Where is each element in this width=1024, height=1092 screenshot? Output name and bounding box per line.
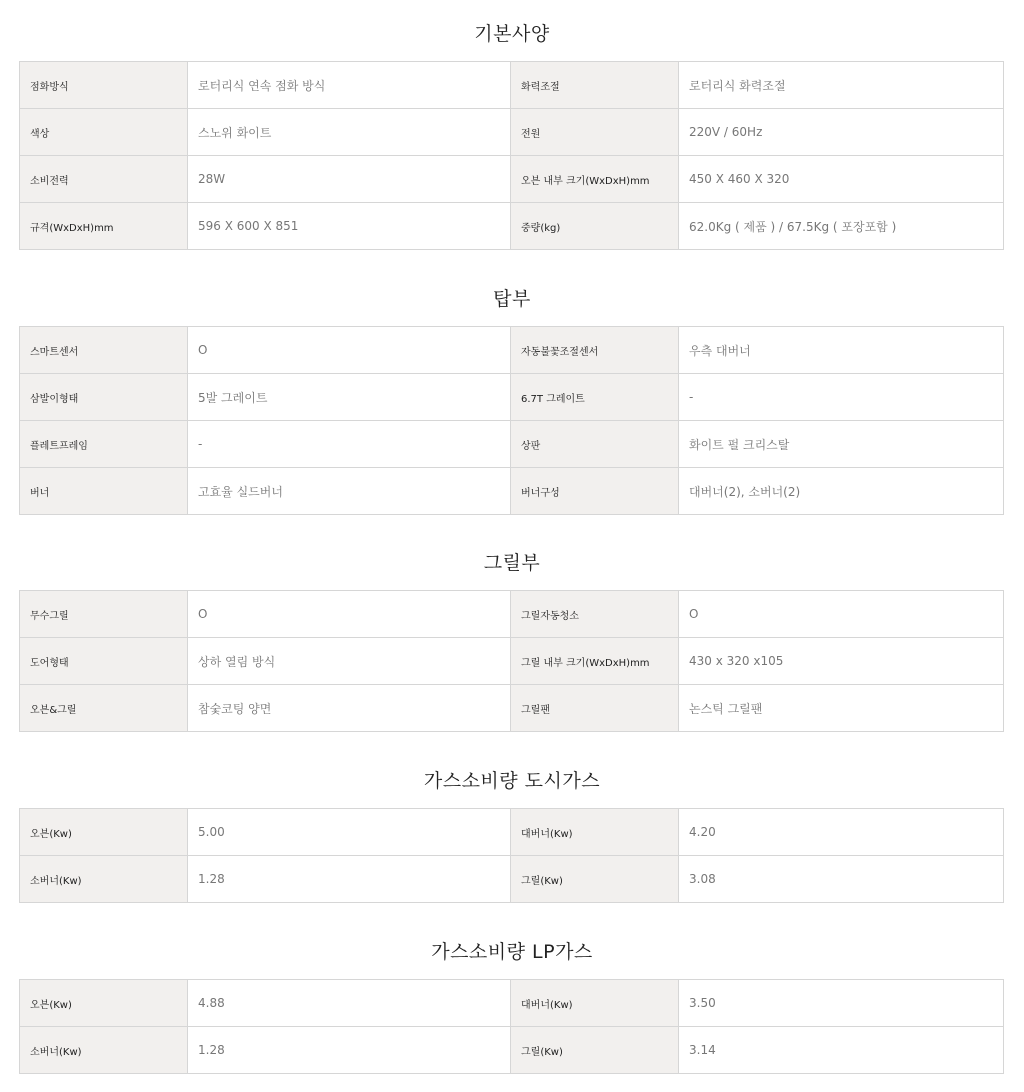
spec-table-grill: [19, 590, 1004, 732]
spec-value: 화이트 펄 크리스탈: [679, 421, 1004, 468]
section-title-top: 탑부: [493, 288, 531, 310]
spec-label: 그릴팬: [511, 685, 679, 732]
spec-label: 6.7T 그레이트: [511, 374, 679, 421]
spec-label: 그릴자동청소: [511, 591, 679, 638]
spec-table-basic: [19, 61, 1004, 250]
table-row: [20, 203, 1004, 250]
spec-value: 참숯코팅 양면: [188, 685, 511, 732]
spec-label: 오븐&그릴: [20, 685, 188, 732]
spec-value: -: [188, 421, 511, 468]
spec-label: 그릴(Kw): [511, 1027, 679, 1074]
spec-label: 버너: [20, 468, 188, 515]
table-row: [20, 374, 1004, 421]
table-row: [20, 685, 1004, 732]
spec-value: 3.14: [679, 1027, 1004, 1074]
spec-label: 플레트프레임: [20, 421, 188, 468]
section-title-grill: 그릴부: [483, 552, 541, 574]
spec-label: 그릴(Kw): [511, 856, 679, 903]
spec-table-lp-gas: [19, 979, 1004, 1074]
spec-label: 화력조절: [511, 62, 679, 109]
spec-value: 5.00: [188, 809, 511, 856]
spec-label: 소버너(Kw): [20, 856, 188, 903]
table-row: [20, 421, 1004, 468]
spec-value: 1.28: [188, 1027, 511, 1074]
table-row: [20, 638, 1004, 685]
spec-value: -: [679, 374, 1004, 421]
spec-value: 430 x 320 x105: [679, 638, 1004, 685]
table-row: [20, 809, 1004, 856]
spec-label: 규격(WxDxH)mm: [20, 203, 188, 250]
spec-label: 스마트센서: [20, 327, 188, 374]
spec-value: 우측 대버너: [679, 327, 1004, 374]
spec-label: 오븐 내부 크기(WxDxH)mm: [511, 156, 679, 203]
spec-label: 삼발이형태: [20, 374, 188, 421]
spec-value: 5발 그레이트: [188, 374, 511, 421]
spec-label: 자동불꽃조절센서: [511, 327, 679, 374]
spec-label: 버너구성: [511, 468, 679, 515]
table-row: [20, 980, 1004, 1027]
spec-label: 전원: [511, 109, 679, 156]
table-row: [20, 327, 1004, 374]
spec-value: O: [679, 591, 1004, 638]
spec-label: 오븐(Kw): [20, 809, 188, 856]
spec-value: 3.50: [679, 980, 1004, 1027]
spec-value: 로터리식 연속 점화 방식: [188, 62, 511, 109]
spec-table-city-gas: [19, 808, 1004, 903]
spec-value: 상하 열림 방식: [188, 638, 511, 685]
spec-label: 무수그릴: [20, 591, 188, 638]
spec-label: 소비전력: [20, 156, 188, 203]
spec-label: 대버너(Kw): [511, 980, 679, 1027]
spec-value: O: [188, 591, 511, 638]
spec-label: 대버너(Kw): [511, 809, 679, 856]
table-row: [20, 1027, 1004, 1074]
spec-value: 450 X 460 X 320: [679, 156, 1004, 203]
spec-value: 4.20: [679, 809, 1004, 856]
spec-value: 28W: [188, 156, 511, 203]
spec-value: O: [188, 327, 511, 374]
spec-value: 고효율 실드버너: [188, 468, 511, 515]
section-title-basic-spec: 기본사양: [474, 23, 550, 45]
spec-value: 596 X 600 X 851: [188, 203, 511, 250]
spec-label: 점화방식: [20, 62, 188, 109]
section-title-lp-gas: 가스소비량 LP가스: [431, 941, 593, 963]
table-row: [20, 856, 1004, 903]
spec-label: 그릴 내부 크기(WxDxH)mm: [511, 638, 679, 685]
table-row: [20, 156, 1004, 203]
spec-label: 도어형태: [20, 638, 188, 685]
spec-value: 대버너(2), 소버너(2): [679, 468, 1004, 515]
spec-table-top: [19, 326, 1004, 515]
section-title-city-gas: 가스소비량 도시가스: [423, 770, 601, 792]
table-row: [20, 591, 1004, 638]
table-row: [20, 109, 1004, 156]
spec-value: 로터리식 화력조절: [679, 62, 1004, 109]
spec-value: 논스틱 그릴팬: [679, 685, 1004, 732]
spec-value: 62.0Kg ( 제품 ) / 67.5Kg ( 포장포함 ): [679, 203, 1004, 250]
spec-value: 스노위 화이트: [188, 109, 511, 156]
table-row: [20, 62, 1004, 109]
spec-value: 4.88: [188, 980, 511, 1027]
spec-label: 색상: [20, 109, 188, 156]
spec-label: 중량(kg): [511, 203, 679, 250]
spec-label: 오븐(Kw): [20, 980, 188, 1027]
spec-label: 소버너(Kw): [20, 1027, 188, 1074]
spec-value: 3.08: [679, 856, 1004, 903]
spec-value: 220V / 60Hz: [679, 109, 1004, 156]
table-row: [20, 468, 1004, 515]
spec-label: 상판: [511, 421, 679, 468]
spec-value: 1.28: [188, 856, 511, 903]
